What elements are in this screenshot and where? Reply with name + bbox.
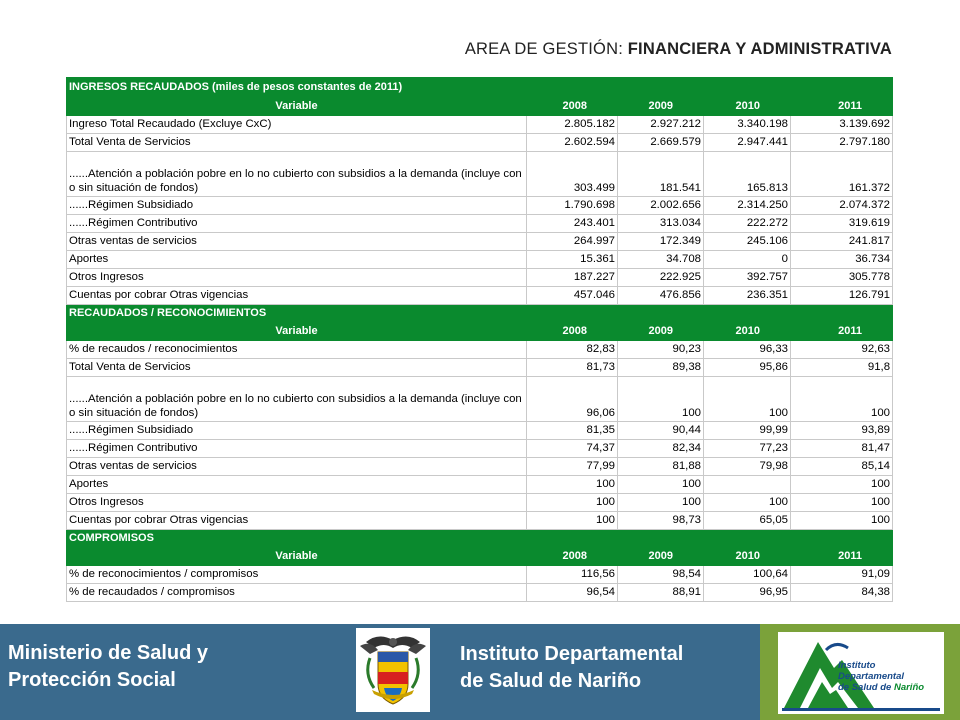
- row-value: 2.602.594: [527, 134, 618, 152]
- table-row: [67, 422, 893, 440]
- row-label: ......Atención a población pobre en lo no cubierto con subsidios a la demanda (incluye con o sin situación de fondos): [67, 377, 527, 422]
- row-value: 100: [527, 512, 618, 530]
- row-value: 2.947.441: [704, 134, 791, 152]
- column-header: 2011: [791, 323, 893, 341]
- row-value: 236.351: [704, 287, 791, 305]
- row-value: 3.340.198: [704, 116, 791, 134]
- row-value: 3.139.692: [791, 116, 893, 134]
- row-value: 245.106: [704, 233, 791, 251]
- table-row: [67, 116, 893, 134]
- page-title-bold: FINANCIERA Y ADMINISTRATIVA: [627, 40, 892, 58]
- section-title-row: [67, 78, 893, 98]
- column-header: 2009: [618, 98, 704, 116]
- row-value: 93,89: [791, 422, 893, 440]
- logo-text-line3: [838, 682, 924, 693]
- row-value: 476.856: [618, 287, 704, 305]
- row-value: 2.074.372: [791, 197, 893, 215]
- row-value: 313.034: [618, 215, 704, 233]
- column-header: 2011: [791, 548, 893, 566]
- column-header: 2009: [618, 548, 704, 566]
- row-label: Cuentas por cobrar Otras vigencias: [67, 287, 527, 305]
- row-label: ......Atención a población pobre en lo no cubierto con subsidios a la demanda (incluye con o sin situación de fondos): [67, 152, 527, 197]
- table-row: [67, 377, 893, 422]
- column-header: 2011: [791, 98, 893, 116]
- ministry-name-line2: Protección Social: [8, 669, 176, 691]
- row-value: 82,83: [527, 341, 618, 359]
- row-label: Otras ventas de servicios: [67, 233, 527, 251]
- row-value: 100: [791, 476, 893, 494]
- row-value: 81,73: [527, 359, 618, 377]
- table-row: [67, 251, 893, 269]
- page-title-prefix: AREA DE GESTIÓN:: [464, 40, 628, 58]
- row-value: 79,98: [704, 458, 791, 476]
- row-value: 98,73: [618, 512, 704, 530]
- table-row: [67, 359, 893, 377]
- row-label: ......Régimen Contributivo: [67, 440, 527, 458]
- row-value: 126.791: [791, 287, 893, 305]
- row-value: 100: [791, 377, 893, 422]
- row-value: 99,99: [704, 422, 791, 440]
- row-value: 222.925: [618, 269, 704, 287]
- row-value: 241.817: [791, 233, 893, 251]
- logo-text-line1: Instituto: [838, 660, 876, 671]
- row-label: ......Régimen Subsidiado: [67, 422, 527, 440]
- idsn-logo-text: [838, 660, 924, 693]
- section-title: RECAUDADOS / RECONOCIMIENTOS: [67, 305, 893, 323]
- row-value: 91,8: [791, 359, 893, 377]
- row-value: 84,38: [791, 584, 893, 602]
- table-row: [67, 269, 893, 287]
- table-row: [67, 197, 893, 215]
- row-value: 81,47: [791, 440, 893, 458]
- colombia-coat-of-arms-icon: [356, 628, 430, 712]
- column-header: 2010: [704, 98, 791, 116]
- section-title-row: [67, 530, 893, 548]
- row-value: 65,05: [704, 512, 791, 530]
- section-title: COMPROMISOS: [67, 530, 893, 548]
- row-value: 303.499: [527, 152, 618, 197]
- table-row: [67, 215, 893, 233]
- row-value: 100,64: [704, 566, 791, 584]
- row-value: 96,06: [527, 377, 618, 422]
- logo-text-line3b: Nariño: [893, 682, 925, 693]
- logo-text-line2: Departamental: [838, 671, 904, 682]
- column-header: 2008: [527, 98, 618, 116]
- row-label: Otras ventas de servicios: [67, 458, 527, 476]
- row-value: 2.669.579: [618, 134, 704, 152]
- row-value: 89,38: [618, 359, 704, 377]
- column-header: Variable: [67, 98, 527, 116]
- row-value: 2.805.182: [527, 116, 618, 134]
- row-label: Aportes: [67, 476, 527, 494]
- row-label: Total Venta de Servicios: [67, 359, 527, 377]
- table-row: [67, 341, 893, 359]
- row-value: 116,56: [527, 566, 618, 584]
- row-value: 82,34: [618, 440, 704, 458]
- column-header: 2010: [704, 323, 791, 341]
- row-value: 187.227: [527, 269, 618, 287]
- row-value: 92,63: [791, 341, 893, 359]
- row-label: % de recaudados / compromisos: [67, 584, 527, 602]
- row-value: 88,91: [618, 584, 704, 602]
- footer-bar: [0, 624, 960, 720]
- column-header-row: [67, 323, 893, 341]
- row-value: 81,88: [618, 458, 704, 476]
- row-value: 81,35: [527, 422, 618, 440]
- row-value: 165.813: [704, 152, 791, 197]
- row-value: 243.401: [527, 215, 618, 233]
- section-title: INGRESOS RECAUDADOS (miles de pesos constantes de 2011): [67, 78, 893, 98]
- row-value: 74,37: [527, 440, 618, 458]
- idsn-logo: [778, 632, 944, 714]
- row-value: 222.272: [704, 215, 791, 233]
- row-value: 2.314.250: [704, 197, 791, 215]
- row-value: [704, 476, 791, 494]
- row-value: 96,54: [527, 584, 618, 602]
- column-header: 2010: [704, 548, 791, 566]
- row-value: 100: [527, 494, 618, 512]
- column-header: Variable: [67, 548, 527, 566]
- row-label: Aportes: [67, 251, 527, 269]
- column-header: 2008: [527, 548, 618, 566]
- institute-name: [460, 641, 683, 695]
- row-value: 2.927.212: [618, 116, 704, 134]
- table-row: [67, 512, 893, 530]
- table-row: [67, 152, 893, 197]
- row-label: Total Venta de Servicios: [67, 134, 527, 152]
- row-value: 98,54: [618, 566, 704, 584]
- row-value: 100: [618, 476, 704, 494]
- row-value: 172.349: [618, 233, 704, 251]
- row-value: 100: [527, 476, 618, 494]
- row-value: 91,09: [791, 566, 893, 584]
- row-value: 100: [704, 377, 791, 422]
- row-value: 305.778: [791, 269, 893, 287]
- institute-name-line1: Instituto Departamental: [460, 643, 684, 665]
- row-value: 319.619: [791, 215, 893, 233]
- table-row: [67, 233, 893, 251]
- row-value: 181.541: [618, 152, 704, 197]
- row-label: Ingreso Total Recaudado (Excluye CxC): [67, 116, 527, 134]
- row-value: 95,86: [704, 359, 791, 377]
- row-value: 100: [791, 512, 893, 530]
- institute-name-line2: de Salud de Nariño: [460, 670, 642, 692]
- row-value: 264.997: [527, 233, 618, 251]
- row-value: 100: [618, 377, 704, 422]
- row-label: ......Régimen Contributivo: [67, 215, 527, 233]
- row-value: 77,99: [527, 458, 618, 476]
- row-label: Otros Ingresos: [67, 494, 527, 512]
- section-title-row: [67, 305, 893, 323]
- column-header: Variable: [67, 323, 527, 341]
- row-value: 100: [704, 494, 791, 512]
- row-value: 2.797.180: [791, 134, 893, 152]
- row-value: 2.002.656: [618, 197, 704, 215]
- row-value: 100: [791, 494, 893, 512]
- table-row: [67, 440, 893, 458]
- row-value: 96,33: [704, 341, 791, 359]
- table-row: [67, 134, 893, 152]
- row-value: 457.046: [527, 287, 618, 305]
- column-header: 2008: [527, 323, 618, 341]
- page-title: [465, 40, 892, 59]
- row-value: 96,95: [704, 584, 791, 602]
- row-value: 161.372: [791, 152, 893, 197]
- column-header: 2009: [618, 323, 704, 341]
- row-value: 15.361: [527, 251, 618, 269]
- ministry-name-line1: Ministerio de Salud y: [8, 642, 209, 664]
- row-value: 392.757: [704, 269, 791, 287]
- logo-text-line3a: de Salud de: [838, 682, 894, 693]
- row-label: Cuentas por cobrar Otras vigencias: [67, 512, 527, 530]
- row-value: 90,44: [618, 422, 704, 440]
- table-row: [67, 287, 893, 305]
- row-value: 1.790.698: [527, 197, 618, 215]
- ministry-name: [8, 640, 208, 694]
- row-label: % de recaudos / reconocimientos: [67, 341, 527, 359]
- row-value: 0: [704, 251, 791, 269]
- row-label: ......Régimen Subsidiado: [67, 197, 527, 215]
- table-row: [67, 584, 893, 602]
- row-value: 90,23: [618, 341, 704, 359]
- row-value: 100: [618, 494, 704, 512]
- row-value: 85,14: [791, 458, 893, 476]
- financial-table: [66, 77, 893, 602]
- row-value: 34.708: [618, 251, 704, 269]
- table-row: [67, 494, 893, 512]
- table-row: [67, 566, 893, 584]
- column-header-row: [67, 98, 893, 116]
- row-label: Otros Ingresos: [67, 269, 527, 287]
- table-row: [67, 458, 893, 476]
- column-header-row: [67, 548, 893, 566]
- row-label: % de reconocimientos / compromisos: [67, 566, 527, 584]
- row-value: 77,23: [704, 440, 791, 458]
- table-row: [67, 476, 893, 494]
- row-value: 36.734: [791, 251, 893, 269]
